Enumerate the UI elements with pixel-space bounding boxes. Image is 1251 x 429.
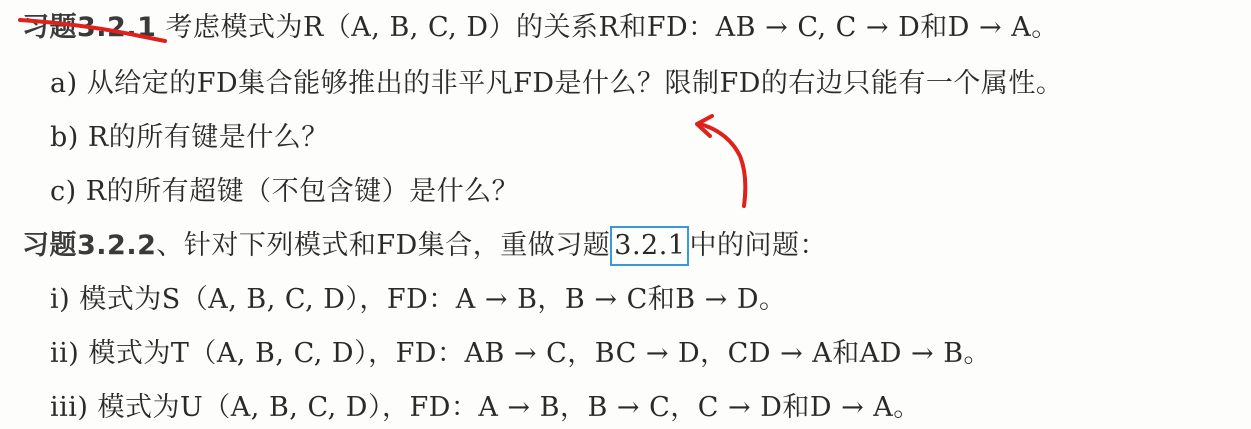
question-c	[50, 172, 519, 212]
question-b	[50, 118, 329, 158]
exercise-label: 习题3.2.2	[22, 230, 157, 261]
schema-iii	[50, 388, 921, 428]
question-a	[50, 64, 1063, 104]
question-a-text: a) 从给定的FD集合能够推出的非平凡FD是什么？限制FD的右边只能有一个属性。	[50, 68, 1064, 99]
schema-iii-text: iii) 模式为U（A, B, C, D），FD：A → B，B → C，C → D和D → A。	[50, 392, 921, 423]
question-b-text: b) R的所有键是什么？	[50, 122, 329, 153]
exercise-reference-box: 3.2.1	[610, 226, 689, 266]
schema-i	[50, 280, 787, 320]
arrow-head-icon	[697, 116, 712, 136]
exercise-text-before: 、针对下列模式和FD集合，重做习题	[156, 230, 611, 261]
exercise-text: 考虑模式为R（A, B, C, D）的关系R和FD：AB → C, C → D和D → A。	[165, 12, 1059, 43]
schema-ii	[50, 334, 991, 374]
arrow-shaft	[700, 124, 745, 206]
question-c-text: c) R的所有超键（不包含键）是什么？	[50, 176, 520, 207]
exercise-label: 习题3.2.1	[22, 12, 157, 43]
exercise-text-after: 中的问题：	[689, 230, 827, 261]
exercise-3-2-1	[22, 8, 1059, 48]
schema-i-text: i) 模式为S（A, B, C, D），FD：A → B，B → C和B → D。	[50, 284, 787, 315]
schema-ii-text: ii) 模式为T（A, B, C, D），FD：AB → C，BC → D，CD → A和AD → B。	[50, 338, 992, 369]
exercise-3-2-2	[22, 226, 827, 266]
